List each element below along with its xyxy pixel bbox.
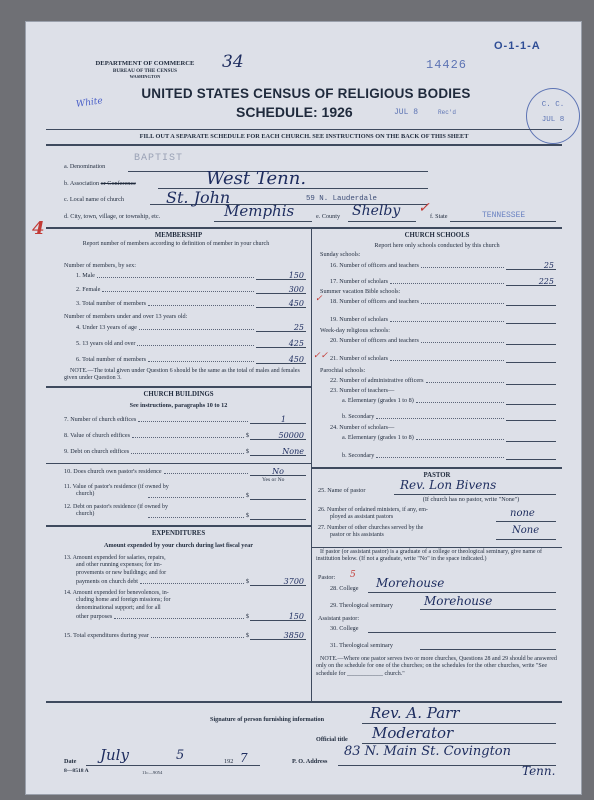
pastor-red-mark: 5 (350, 570, 356, 580)
po-address-value[interactable]: 83 N. Main St. Covington (344, 744, 511, 759)
church-address: 59 N. Lauderdale (306, 195, 377, 203)
schools-heading: CHURCH SCHOOLS (404, 232, 470, 239)
dept-name: DEPARTMENT OF COMMERCE (95, 60, 195, 67)
sunday-schools-label: Sunday schools: (320, 251, 361, 258)
q11-residence-value: $ (146, 492, 306, 500)
total-members-age-field[interactable]: 450 (256, 356, 306, 364)
po-address-state[interactable]: Tenn. (522, 764, 556, 778)
form-title: UNITED STATES CENSUS OF RELIGIOUS BODIES (141, 86, 471, 101)
q1-male: 1. Male 150 (76, 271, 304, 280)
q14-benevolences: other purposes $ 150 (76, 612, 304, 621)
q23-label: 23. Number of teachers— (330, 387, 395, 394)
denomination-value: BAPTIST (134, 153, 184, 164)
bureau-place: WASHINGTON (129, 74, 161, 79)
summer-officers-field[interactable] (506, 298, 556, 306)
secondary-teachers-field[interactable] (506, 413, 556, 421)
q20-weekday-officers: 20. Number of officers and teachers (330, 337, 556, 345)
signature-label: Signature of person furnishing information (210, 716, 325, 723)
association-label (64, 180, 136, 188)
membership-intro: Report number of members according to definition of member in your church (82, 241, 270, 247)
conference-struck: or Conference (100, 180, 136, 187)
white-note: White (75, 96, 104, 110)
city-label: d. City, town, village, or township, etc. (64, 213, 161, 220)
buildings-intro: See instructions, paragraphs 10 to 12 (129, 402, 228, 409)
q23b-secondary-teachers: b. Secondary (342, 413, 556, 421)
cc-stamp-line2: JUL 8 (541, 116, 565, 124)
association-label-text: b. Association (64, 180, 100, 187)
city-value: Memphis (224, 202, 295, 220)
date-year-prefix: 192 (224, 758, 234, 765)
members-by-sex-label: Number of members, by sex: (64, 262, 136, 269)
q25-label: 25. Name of pastor (318, 487, 366, 494)
date-year-value[interactable]: 7 (240, 751, 248, 765)
q2-female: 2. Female 300 (76, 285, 304, 294)
local-church-label: c. Local name of church (64, 196, 124, 203)
graduate-note: If pastor (or assistant pastor) is a graduate of a college or theological seminary, give name of institution below. (If not a graduate, write "No" in the space indicated.) (316, 549, 543, 563)
signature-value[interactable]: Rev. A. Parr (370, 704, 460, 722)
sunday-scholars-field[interactable]: 225 (506, 278, 556, 286)
q21-check-mark: ✓✓ (313, 351, 329, 361)
secondary-scholars-field[interactable] (506, 452, 556, 460)
q28-label: 28. College (330, 585, 359, 592)
pastor-note: NOTE.—Where one pastor serves two or more churches, Questions 28 and 29 should be answered only on the schedule for one of the churches; on the schedules for the other churches, write "See schedule for ____________ church." (316, 656, 557, 677)
yes-or-no-hint: Yes or No (262, 477, 285, 483)
date-month-value[interactable]: July (100, 746, 129, 764)
doc-number-handwritten: 34 (222, 52, 244, 72)
denomination-label: a. Denomination (64, 163, 106, 170)
po-address-label: P. O. Address (292, 758, 328, 765)
q24-label: 24. Number of scholars— (330, 424, 395, 431)
county-label: e. County (316, 213, 341, 220)
weekday-officers-field[interactable] (506, 337, 556, 345)
q22-admin-officers: 22. Number of administrative officers (330, 377, 556, 385)
pastor-name-value[interactable]: Rev. Lon Bivens (400, 478, 497, 492)
cc-stamp-line1: C. C. (541, 101, 565, 109)
q13-running-expenses: payments on church debt $ 3700 (76, 577, 304, 586)
admin-officers-field[interactable] (506, 377, 556, 385)
membership-heading: MEMBERSHIP (154, 232, 203, 239)
expenditures-heading: EXPENDITURES (151, 530, 206, 537)
under-13-field[interactable]: 25 (256, 324, 306, 332)
other-churches-value[interactable]: None (512, 525, 540, 536)
margin-check-mark: 4 (32, 218, 45, 239)
assistant-pastor-label: Assistant pastor: (318, 615, 360, 622)
date-label: Date (64, 758, 77, 765)
state-label: f. State (430, 213, 448, 220)
assistant-seminary-field[interactable] (420, 649, 556, 650)
q17-sunday-scholars: 17. Number of scholars 225 (330, 277, 554, 286)
official-title-value[interactable]: Moderator (372, 724, 454, 742)
q10-owns-residence: 10. Does church own pastor's residence No (64, 468, 306, 476)
q11-label: 11. Value of pastor's residence (if owned by church) (64, 484, 169, 498)
elementary-scholars-field[interactable] (506, 434, 556, 442)
summer-scholars-field[interactable] (506, 316, 556, 324)
local-church-value: St. John (166, 188, 231, 207)
owns-residence-field[interactable]: No (250, 468, 306, 476)
census-schedule-sheet (26, 22, 581, 794)
print-code: 11c—9054 (142, 770, 163, 775)
date-day-value[interactable]: 5 (176, 748, 185, 763)
q30-label: 30. College (330, 625, 359, 632)
q18-check-mark: ✓ (315, 294, 323, 304)
pastor-college-value[interactable]: Morehouse (376, 576, 445, 590)
total-expenditures-field[interactable]: 3850 (250, 632, 306, 640)
q24b-secondary-scholars: b. Secondary (342, 452, 556, 460)
edifice-value-field[interactable]: 50000 (250, 432, 306, 440)
q16-sunday-officers: 16. Number of officers and teachers 25 (330, 261, 554, 270)
received-label-stamp: Rec'd (438, 109, 457, 116)
q31-label: 31. Theological seminary (330, 642, 393, 649)
benevolences-field[interactable]: 150 (250, 613, 306, 621)
female-count-field[interactable]: 300 (256, 286, 306, 294)
buildings-heading: CHURCH BUILDINGS (143, 391, 214, 398)
q29-label: 29. Theological seminary (330, 602, 393, 609)
parochial-schools-label: Parochial schools: (320, 367, 366, 374)
q7-edifices: 7. Number of church edifices 1 (64, 416, 306, 424)
q21-weekday-scholars: 21. Number of scholars (330, 355, 556, 363)
schedule-title: SCHEDULE: 1926 (236, 104, 353, 120)
expenditures-intro: Amount expended by your church during last fiscal year (104, 542, 253, 549)
residence-value-field[interactable] (250, 492, 306, 500)
total-members-field[interactable]: 450 (256, 300, 306, 308)
sunday-officers-field[interactable]: 25 (506, 262, 556, 270)
q6-total: 6. Total number of members 450 (76, 355, 304, 364)
pastor-heading: PASTOR (423, 472, 451, 479)
q4-under-13: 4. Under 13 years of age 25 (76, 323, 304, 332)
edifice-debt-field[interactable]: None (250, 448, 306, 456)
running-expenses-field[interactable]: 3700 (250, 578, 306, 586)
members-by-age-label: Number of members under and over 13 years old: (64, 313, 188, 320)
official-title-label: Official title (316, 736, 348, 743)
elementary-teachers-field[interactable] (506, 397, 556, 405)
weekday-schools-label: Week-day religious schools: (320, 327, 390, 334)
q5-13-and-over: 5. 13 years old and over 425 (76, 339, 304, 348)
separate-schedule-instruction: FILL OUT A SEPARATE SCHEDULE FOR EACH CHURCH. SEE INSTRUCTIONS ON THE BACK OF THIS SHEET (139, 133, 469, 140)
q18-summer-officers: 18. Number of officers and teachers (330, 298, 556, 306)
q12-residence-debt: $ (146, 512, 306, 520)
q26-label: 26. Number of ordained ministers, if any, em- ployed as assistant pastors (318, 507, 428, 521)
summer-schools-label: Summer vacation Bible schools: (320, 288, 401, 295)
q12-label: 12. Debt on pastor's residence (if owned by church) (64, 504, 169, 518)
received-date-stamp: JUL 8 (394, 108, 419, 117)
state-value: TENNESSEE (482, 211, 526, 220)
receipt-number-stamp: 14426 (426, 58, 468, 72)
corner-code: O-1-1-A (494, 40, 541, 52)
q19-summer-scholars: 19. Number of scholars (330, 316, 556, 324)
q23a-elementary-teachers: a. Elementary (grades 1 to 8) (342, 397, 556, 405)
assistant-college-field[interactable] (368, 632, 556, 633)
q14-label: 14. Amount expended for benevolences, in- cluding home and foreign missions; for denominational support; and for all (64, 590, 171, 611)
q27-label: 27. Number of other churches served by the pastor or his assistants (318, 525, 424, 539)
male-count-field[interactable]: 150 (256, 272, 306, 280)
q8-edifice-value: 8. Value of church edifices $ 50000 (64, 431, 304, 440)
q13-label: 13. Amount expended for salaries, repairs, and other running expenses; for im- provements or new buildings; and for (64, 555, 167, 576)
over-13-field[interactable]: 425 (256, 340, 306, 348)
q25-hint: (If church has no pastor, write "None") (422, 496, 520, 503)
edifice-count-field[interactable]: 1 (250, 416, 306, 424)
form-number: 8—8518 A (64, 768, 89, 774)
weekday-scholars-field[interactable] (506, 355, 556, 363)
q24a-elementary-scholars: a. Elementary (grades 1 to 8) (342, 434, 556, 442)
pastor-label: Pastor: (318, 574, 336, 581)
county-value: Shelby (352, 203, 401, 219)
schools-intro: Report here only schools conducted by this church (374, 242, 500, 249)
residence-debt-field[interactable] (250, 512, 306, 520)
q3-total: 3. Total number of members 450 (76, 299, 304, 308)
q15-total-expenditures: 15. Total expenditures during year $ 3850 (64, 631, 304, 640)
pastor-seminary-value[interactable]: Morehouse (424, 594, 493, 608)
assistant-pastors-value[interactable]: none (510, 508, 535, 519)
membership-note: NOTE.—The total given under Question 6 should be the same as the total of males and females given under Question 3. (64, 368, 300, 382)
association-value: West Tenn. (206, 168, 307, 189)
bureau-name: BUREAU OF THE CENSUS (112, 68, 178, 74)
county-check-mark: ✓ (418, 200, 430, 216)
q9-edifice-debt: 9. Debt on church edifices $ None (64, 447, 304, 456)
